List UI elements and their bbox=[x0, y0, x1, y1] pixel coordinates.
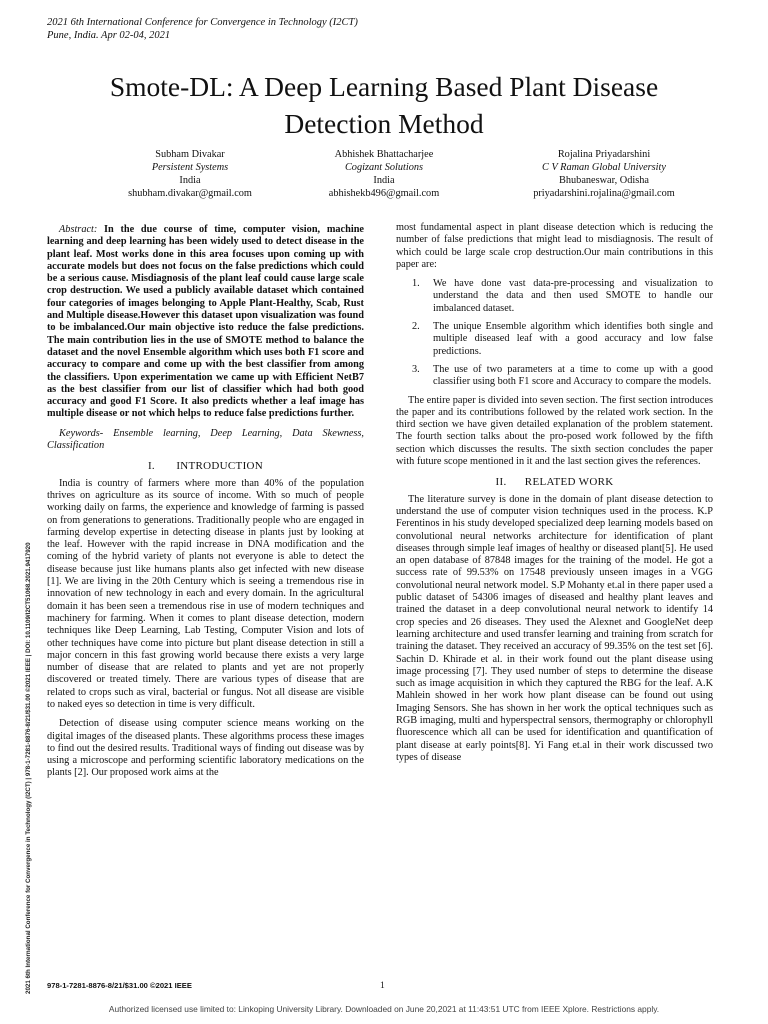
related-work-paragraph: The literature survey is done in the domain of plant disease detection to understand the use of computer vision techniques used in the process. K.P Ferentinos in his study developed specialized deep learning models based on convolutional neural networks architecture for identification of plant diseases through simple leaf images of healthy or diseased plant[5]. He used an open database of 87848 images for the training of the model. He got a success rate of 99.53% on 17548 previously unseen images in a VGG convolutional neural network model. S.P Mohanty et.al in there paper used a public dataset of 54306 images of diseased and healthy plant leaves and trained the dataset in a deep convolutional neural network to identify 14 crop species and 26 diseases. They used the Alexnet and GoogleNet deep learning architecture and used transfer learning and training from scratch for training the dataset. They received an accuracy of 99.35% on the test set [6]. Sachin D. Khirade et al. in their work found out the plant disease using image processing [7]. They used number of steps to determine the disease such as image acquisition in which they captured the RBG for the leaf. A.K Mahlein showed in her work how plant disease can be found out using Imaging Sensors. She has shown in her work the optical techniques such as RGB imaging, multi and hyperspectral sensors, thermography or chlorophyll fluorescence which all can be used for identification and quantification of plant disease at early points[8]. Yi Fang et.al in their work discussed two types of disease bbox=[396, 493, 713, 763]
intro-paragraph-2: Detection of disease using computer science means working on the digital images of the diseased plants. These algorithms process these images to find out the desired results. Traditional ways of finding out disease was by using a microscope and performing scientific laboratory medications on the plants [2]. Our proposed work aims at the bbox=[47, 718, 364, 779]
author-email: abhishekb496@gmail.com bbox=[328, 188, 440, 199]
intro-paragraph-1: India is country of farmers where more than 40% of the population thrives on agriculture as its source of income. With so much of people working daily on farms, the experience and knowledge of farming is passed on from generations to generations. Traditionally people who are engaged in farming develop expertise in detecting disease in plants just by looking at the leaf. However with the rapid increase in DNA modification and the coming of the hybrid variety of plants not everyone is able to detect the disease because just like humans plants also get infected with new disease [1]. We are living in the 20th Century which is seeing a tremendous rise in innovation of new technology in each and every domain. In the agricultural domain it has been seen a tremendous rise in use of modern techniques and machinery for farming. When it comes to plant disease detection, modern techniques like Deep Learning, Lab Testing, Computer Vision and lots of other techniques have come into picture but plant disease detection in still a major concern in this fast growing world because there exists a very large number of disease that are related to plants and yet are not properly discovered or treated timely. There are various types of disease that are related to crops such as viral, bacterial or fungus. Not all disease are visible to naked eyes so detection in time is very difficult. bbox=[47, 477, 364, 710]
list-text: We have done vast data-pre-processing and visualization to understand the data and then used SMOTE to handle our imbalanced dataset. bbox=[433, 278, 713, 314]
author-email: shubham.divakar@gmail.com bbox=[128, 188, 252, 199]
list-text: The unique Ensemble algorithm which identifies both single and multiple diseased leaf with a good accuracy and low false predictions. bbox=[433, 321, 713, 357]
author-location: Bhubaneswar, Odisha bbox=[559, 175, 649, 186]
doi-sidebar bbox=[11, 292, 32, 994]
author-block-1 bbox=[80, 148, 300, 200]
doi-sidebar-text: 2021 6th International Conference for Convergence in Technology (I2CT) | 978-1-7281-8876-8/21/$31.00 ©2021 IEEE | DOI: 10.1109/I2CT51068.2021.9417920 bbox=[25, 542, 32, 994]
abstract-label: Abstract: bbox=[59, 224, 98, 235]
author-affiliation: Cogizant Solutions bbox=[344, 162, 424, 173]
list-number: 1. bbox=[412, 278, 420, 290]
author-location: India bbox=[373, 175, 395, 186]
title-line-2: Detection Method bbox=[284, 108, 484, 139]
author-block-2 bbox=[274, 148, 494, 200]
conference-header bbox=[47, 16, 358, 42]
section-heading-related-work: II. RELATED WORK bbox=[495, 476, 614, 489]
abstract bbox=[47, 224, 364, 421]
conference-name: 2021 6th International Conference for Convergence in Technology (I2CT) bbox=[47, 17, 358, 28]
list-number: 3. bbox=[412, 363, 420, 375]
list-item bbox=[396, 278, 713, 315]
title-line-1: Smote-DL: A Deep Learning Based Plant Disease bbox=[109, 71, 659, 102]
list-item bbox=[396, 364, 713, 389]
list-text: The use of two parameters at a time to come up with a good classifier using both F1 score and Accuracy to compare the models. bbox=[433, 363, 713, 388]
left-column bbox=[47, 224, 364, 780]
conference-location: Pune, India. Apr 02-04, 2021 bbox=[47, 30, 171, 41]
author-name: Rojalina Priyadarshini bbox=[557, 149, 651, 160]
contributions-intro: most fundamental aspect in plant disease detection which is reducing the number of false predictions that might lead to misdiagnosis. The result of which could be large scale crop destruction.Our main contributions in this paper are: bbox=[396, 222, 713, 270]
author-location: India bbox=[179, 175, 201, 186]
license-notice: Authorized licensed use limited to: Linkoping University Library. Downloaded on June 20,2021 at 11:43:51 UTC from IEEE Xplore. Restrictions apply. bbox=[108, 1004, 660, 1014]
keywords: Keywords- Ensemble learning, Deep Learning, Data Skewness, Classification bbox=[47, 427, 364, 452]
list-item bbox=[396, 321, 713, 358]
paper-title bbox=[40, 68, 728, 142]
paper-organization-paragraph: The entire paper is divided into seven section. The first section introduces the paper and its contributions followed by the related work section. In the third section we have given detailed explanation of the problem statement. The fourth section talks about the pro-posed work followed by the fifth section which discusses the results. The sixth section concludes the paper with future scope mentioned in it and the last section gives the references. bbox=[396, 394, 713, 468]
author-affiliation: C V Raman Global University bbox=[542, 162, 666, 173]
author-name: Abhishek Bhattacharjee bbox=[334, 149, 434, 160]
author-block-3 bbox=[494, 148, 714, 200]
right-column bbox=[396, 222, 713, 764]
copyright-line: 978-1-7281-8876-8/21/$31.00 ©2021 IEEE bbox=[47, 981, 192, 990]
section-heading-introduction: I. INTRODUCTION bbox=[147, 460, 264, 473]
list-number: 2. bbox=[412, 321, 420, 333]
abstract-text: In the due course of time, computer vision, machine learning and deep learning has been widely used to detect disease in the plant leaf. Most works done in this area focuses upon coming up with accurate models but does not focus on the false predictions which could be a serious cause. Misdiagnosis of the plant leaf could cause large scale crop destruction. We used a publicly available dataset which contained four categories of images belonging to Apple Plant-Healthy, Scab, Rust and Multiple disease.However this dataset upon visualization was found to be imbalanced.Our main objective isto reduce the false predictions. The main contribution lies in the use of SMOTE method to balance the dataset and the novel Ensemble algorithm which uses both F1 score and accuracy to compare and come up with the best classifier from among the classifiers. Upon experimentation we came up with Efficient NetB7 as the best classifier from our list of classifier which had both good accuracy and good F1 Score. It also predicts whether a leaf image has multiple disease or not which helps to reduce false predictions further. bbox=[47, 224, 365, 420]
author-affiliation: Persistent Systems bbox=[151, 162, 229, 173]
author-email: priyadarshini.rojalina@gmail.com bbox=[533, 188, 675, 199]
page-number: 1 bbox=[380, 981, 385, 991]
author-name: Subham Divakar bbox=[155, 149, 225, 160]
contributions-list bbox=[396, 278, 713, 388]
